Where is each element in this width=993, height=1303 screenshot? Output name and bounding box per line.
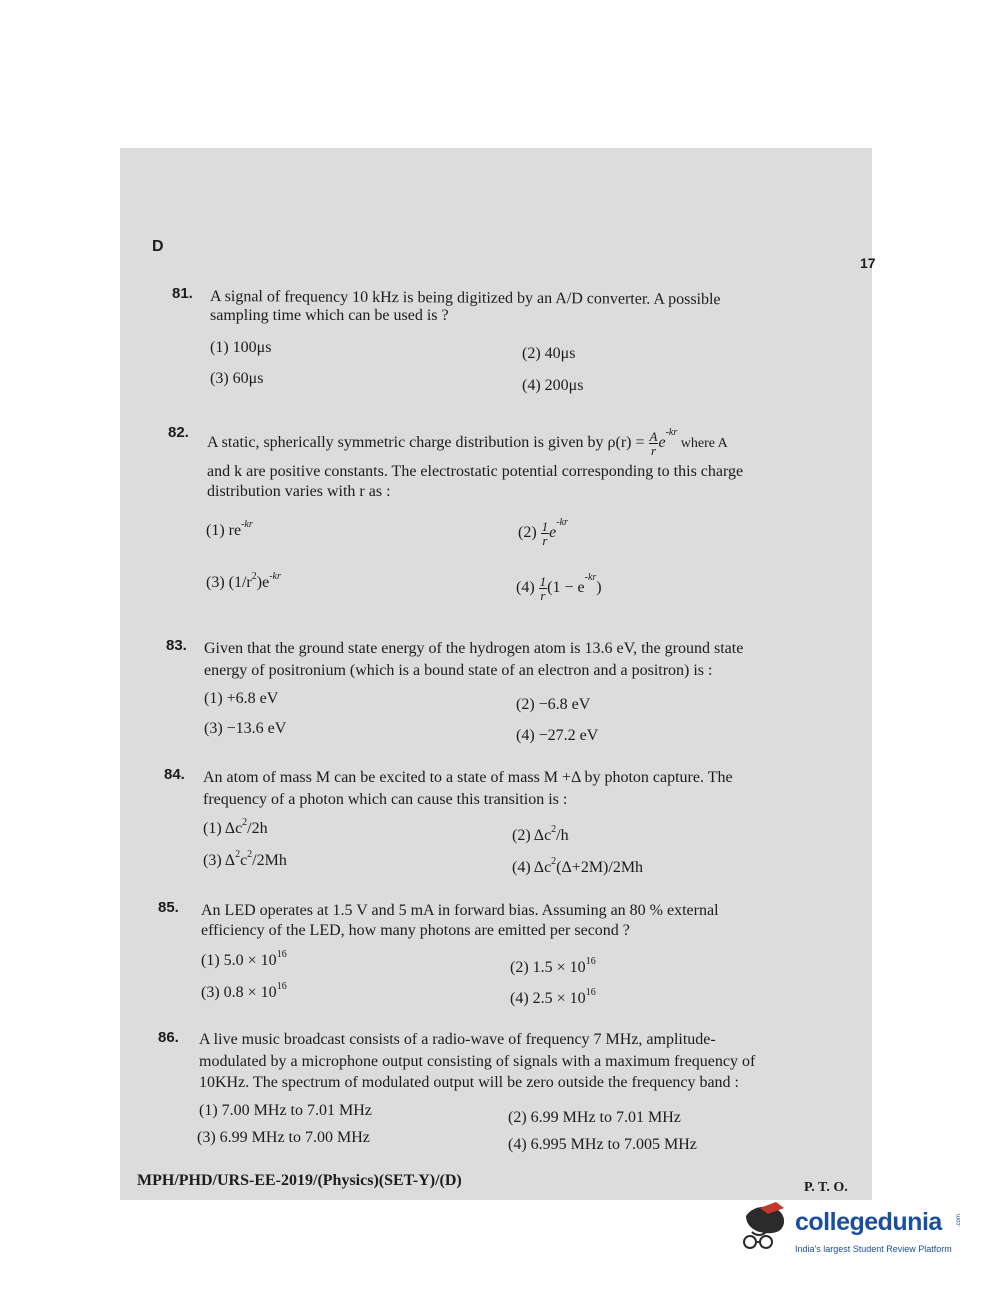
option-2: (2) 6.99 MHz to 7.01 MHz bbox=[508, 1109, 681, 1126]
question-text: Given that the ground state energy of the hydrogen atom is 13.6 eV, the ground state bbox=[204, 640, 744, 657]
question-text: frequency of a photon which can cause this transition is : bbox=[203, 791, 568, 808]
option-1: (1) $\Delta c^2/2h$ bbox=[203, 817, 268, 837]
option-3: (3) $\Delta^2c^2/2Mh$ bbox=[203, 849, 287, 869]
option-2: (2) $\frac{1}{r}$ $e^{-kr}$ bbox=[518, 517, 568, 548]
option-1: (1) 7.00 MHz to 7.01 MHz bbox=[199, 1102, 372, 1119]
question-number: 85. bbox=[158, 899, 179, 916]
question-text: and k are positive constants. The electrostatic potential corresponding to this charge bbox=[207, 463, 744, 480]
fraction: $\frac{A}{r}$ bbox=[649, 429, 658, 458]
question-text: A live music broadcast consists of a radio-wave of frequency 7 MHz, amplitude- bbox=[199, 1031, 716, 1048]
option-2: (2) $\Delta c^2/h$ bbox=[512, 824, 569, 844]
question-text: A signal of frequency 10 kHz is being digitized by an A/D converter. A possible bbox=[209, 288, 721, 309]
option-3: (3) −13.6 eV bbox=[204, 720, 287, 737]
option-4: (4) 6.995 MHz to 7.005 MHz bbox=[508, 1136, 697, 1153]
question-text: modulated by a microphone output consisting of signals with a maximum frequency of bbox=[199, 1053, 756, 1070]
option-1: (1) 100μs bbox=[210, 339, 272, 356]
question-text: 10KHz. The spectrum of modulated output will be zero outside the frequency band : bbox=[199, 1074, 739, 1091]
option-3: (3) 6.99 MHz to 7.00 MHz bbox=[197, 1129, 370, 1146]
set-letter: D bbox=[152, 238, 164, 255]
option-3: (3) $(1/r^2)e^{-kr}$ bbox=[206, 571, 281, 591]
option-1: (1) $re^{-kr}$ bbox=[206, 519, 253, 539]
pto-label: P. T. O. bbox=[804, 1180, 848, 1195]
brand-tagline: India's largest Student Review Platform bbox=[795, 1244, 952, 1254]
option-1: (1) +6.8 eV bbox=[204, 690, 279, 707]
option-1: (1) $5.0 \times 10^{16}$ bbox=[201, 949, 287, 969]
option-2: (2) −6.8 eV bbox=[516, 696, 591, 713]
option-4: (4) $2.5 \times 10^{16}$ bbox=[510, 987, 596, 1007]
question-text: A static, spherically symmetric charge distribution is given by ρ(r) = $\frac{A}{r}$ $e^{-kr}$ where A bbox=[207, 427, 728, 458]
option-2: (2) 40μs bbox=[522, 345, 576, 362]
option-4: (4) $\frac{1}{r}$ $(1 - e^{-kr})$ bbox=[516, 572, 602, 603]
brand-name: collegedunia bbox=[795, 1208, 942, 1236]
question-text: efficiency of the LED, how many photons are emitted per second ? bbox=[201, 922, 630, 939]
option-4: (4) $\Delta c^2(\Delta+2M)/2Mh$ bbox=[512, 856, 644, 876]
question-text: distribution varies with r as : bbox=[207, 483, 391, 500]
question-text: sampling time which can be used is ? bbox=[210, 307, 449, 324]
exam-code: MPH/PHD/URS-EE-2019/(Physics)(SET-Y)/(D) bbox=[137, 1172, 462, 1189]
option-3: (3) 60μs bbox=[210, 370, 264, 387]
question-number: 84. bbox=[164, 766, 185, 783]
question-text: An LED operates at 1.5 V and 5 mA in forward bias. Assuming an 80 % external bbox=[201, 902, 719, 919]
option-3: (3) $0.8 \times 10^{16}$ bbox=[201, 981, 287, 1001]
question-number: 82. bbox=[168, 424, 189, 441]
option-4: (4) −27.2 eV bbox=[516, 727, 599, 744]
option-2: (2) $1.5 \times 10^{16}$ bbox=[510, 956, 596, 976]
question-number: 86. bbox=[158, 1029, 179, 1046]
brand-suffix: .com bbox=[956, 1214, 962, 1228]
question-text: energy of positronium (which is a bound state of an electron and a positron) is : bbox=[204, 662, 713, 679]
question-number: 83. bbox=[166, 637, 187, 654]
question-number: 81. bbox=[172, 285, 193, 302]
page-number: 17 bbox=[860, 255, 876, 271]
option-4: (4) 200μs bbox=[522, 377, 584, 394]
question-text: An atom of mass M can be excited to a state of mass M +Δ by photon capture. The bbox=[203, 769, 733, 786]
